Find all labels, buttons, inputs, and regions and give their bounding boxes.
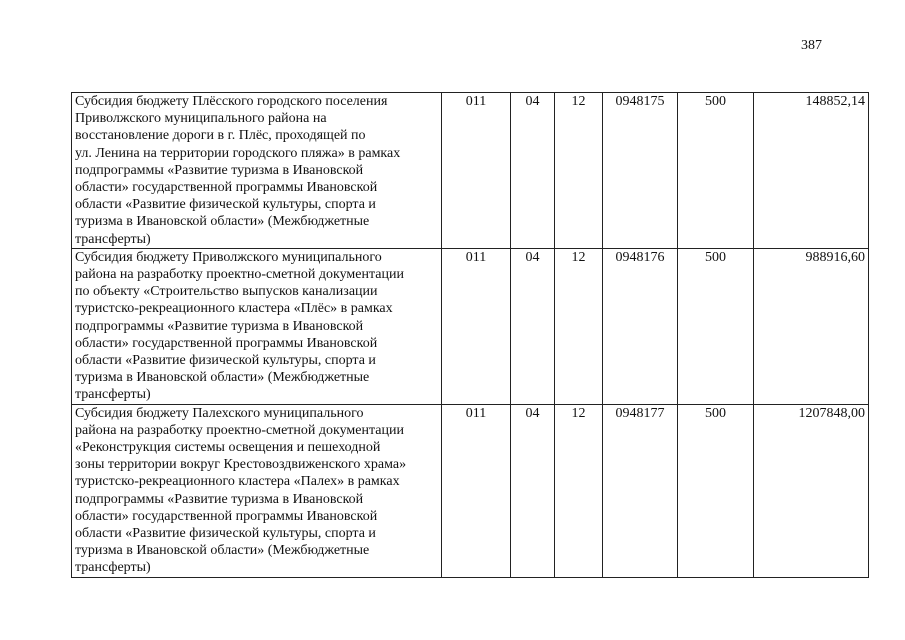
description-line: трансферты) xyxy=(75,231,151,247)
description-line: района на разработку проектно-сметной документации xyxy=(75,422,404,438)
description-line: подпрограммы «Развитие туризма в Ивановской xyxy=(75,318,364,334)
expense-type-code: 500 xyxy=(678,93,754,249)
row-description xyxy=(72,93,442,249)
description-line: области» государственной программы Ивановской xyxy=(75,508,378,524)
description-line: подпрограммы «Развитие туризма в Ивановской xyxy=(75,162,364,178)
description-line: зоны территории вокруг Крестовоздвиженского храма» xyxy=(75,457,407,473)
description-line: туризма в Ивановской области» (Межбюджетные xyxy=(75,214,370,230)
budget-table xyxy=(71,92,869,578)
row-description xyxy=(72,248,442,404)
description-line: Приволжского муниципального района на xyxy=(75,111,327,127)
subsection-code: 12 xyxy=(555,404,603,577)
amount: 1207848,00 xyxy=(754,404,869,577)
description-line: Субсидия бюджету Плёсского городского поселения xyxy=(75,94,388,109)
description-line: области «Развитие физической культуры, спорта и xyxy=(75,197,376,213)
description-line: области» государственной программы Ивановской xyxy=(75,180,378,196)
description-line: Субсидия бюджету Приволжского муниципального xyxy=(75,249,382,265)
description-line: ул. Ленина на территории городского пляжа» в рамках xyxy=(75,145,401,161)
description-line: туризма в Ивановской области» (Межбюджетные xyxy=(75,370,370,386)
target-item-code: 0948176 xyxy=(603,248,678,404)
expense-type-code: 500 xyxy=(678,404,754,577)
description-line: туризма в Ивановской области» (Межбюджетные xyxy=(75,543,370,559)
description-line: туристско-рекреационного кластера «Плёс» в рамках xyxy=(75,301,393,317)
table-row xyxy=(72,248,869,404)
description-line: трансферты) xyxy=(75,560,151,576)
page-number: 387 xyxy=(801,38,822,53)
description-line: района на разработку проектно-сметной документации xyxy=(75,267,404,283)
table-row xyxy=(72,404,869,577)
ministry-code: 011 xyxy=(442,248,511,404)
subsection-code: 12 xyxy=(555,93,603,249)
description-line: «Реконструкция системы освещения и пешеходной xyxy=(75,440,381,456)
ministry-code: 011 xyxy=(442,93,511,249)
description-line: восстановление дороги в г. Плёс, проходящей по xyxy=(75,128,366,144)
section-code: 04 xyxy=(511,93,555,249)
description-line: области «Развитие физической культуры, спорта и xyxy=(75,353,376,369)
amount: 988916,60 xyxy=(754,248,869,404)
description-line: Субсидия бюджету Палехского муниципального xyxy=(75,405,364,421)
table-row xyxy=(72,93,869,249)
expense-type-code: 500 xyxy=(678,248,754,404)
description-line: по объекту «Строительство выпусков канализации xyxy=(75,284,378,300)
section-code: 04 xyxy=(511,404,555,577)
subsection-code: 12 xyxy=(555,248,603,404)
ministry-code: 011 xyxy=(442,404,511,577)
row-description xyxy=(72,404,442,577)
target-item-code: 0948175 xyxy=(603,93,678,249)
description-line: трансферты) xyxy=(75,387,151,403)
description-line: области «Развитие физической культуры, спорта и xyxy=(75,526,376,542)
section-code: 04 xyxy=(511,248,555,404)
target-item-code: 0948177 xyxy=(603,404,678,577)
amount: 148852,14 xyxy=(754,93,869,249)
description-line: области» государственной программы Ивановской xyxy=(75,335,378,351)
description-line: подпрограммы «Развитие туризма в Ивановской xyxy=(75,491,364,507)
description-line: туристско-рекреационного кластера «Палех» в рамках xyxy=(75,474,400,490)
